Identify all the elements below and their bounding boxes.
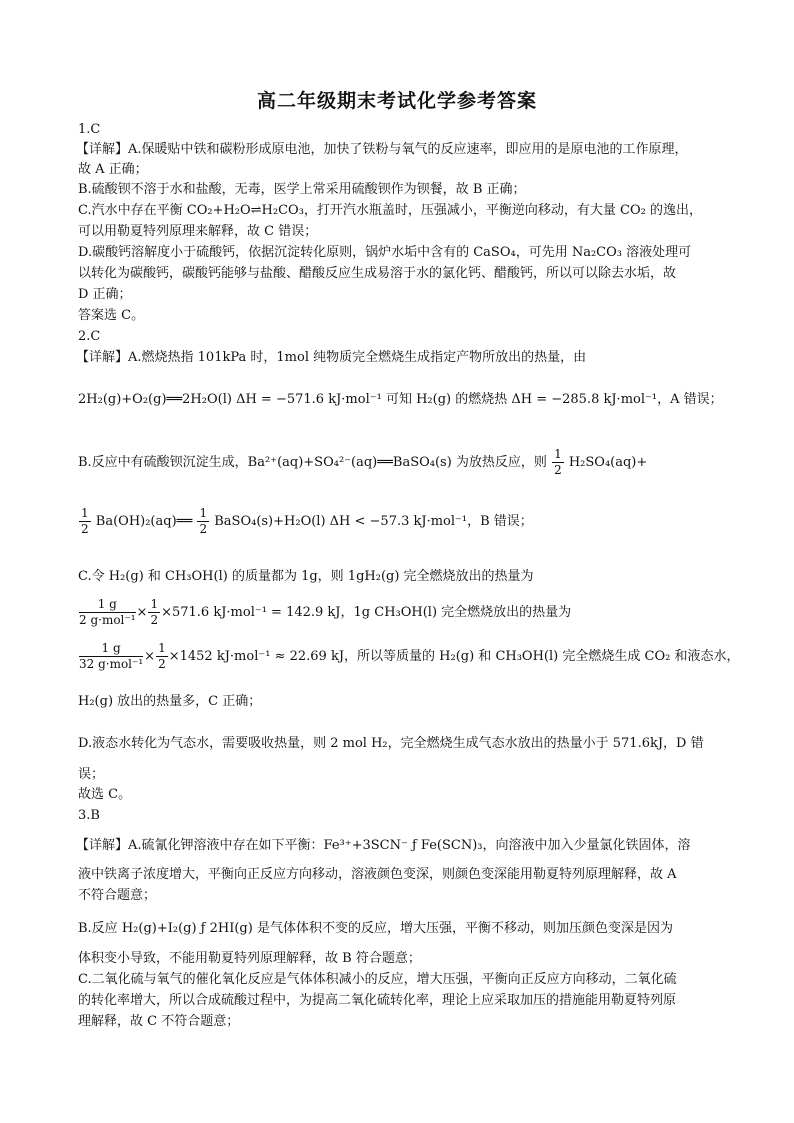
q2-c-text: ×571.6 kJ·mol⁻¹ = 142.9 kJ，1g CH₃OH(l) 完全燃烧放出的热量为 — [161, 605, 572, 620]
denominator: 2 — [81, 522, 89, 536]
half-fraction — [79, 506, 91, 537]
q2-number: 2.C — [78, 329, 101, 344]
q2-d-line2: 误； — [78, 767, 105, 782]
q2-b-tail: H₂SO₄(aq)+ — [568, 455, 648, 470]
q2-c-line2: $\frac{1 g}{\text{2 g·mol⁻¹}}$ × $\frac{1}{2}$ ×571.6 kJ·mol⁻¹ = 142.9 kJ，1g CH₃OH(l) 完全燃烧放出的热量为 — [79, 597, 572, 627]
q3-b-line1: B.反应 H₂(g)+I₂(g) ƒ 2HI(g) 是气体体积不变的反应，增大压强，平衡不移动，则加压颜色变深是因为 — [78, 921, 673, 936]
q2-line: 【详解】A.燃烧热指 101kPa 时，1mol 纯物质完全燃烧生成指定产物所放出的热量，由 — [76, 350, 587, 365]
q1-line: D.碳酸钙溶解度小于硫酸钙，依据沉淀转化原则，锅炉水垢中含有的 CaSO₄，可先用 Na₂CO₃ 溶液处理可 — [78, 245, 692, 260]
numerator: 1 — [150, 597, 159, 611]
q1-line: 以转化为碳酸钙，碳酸钙能够与盐酸、醋酸反应生成易溶于水的氯化钙、醋酸钙，所以可以除去水垢，故 — [78, 266, 677, 281]
q2-b-line2 — [78, 506, 533, 537]
denominator: 2 — [158, 657, 166, 671]
q2-b-text: BaSO₄(s)+H₂O(l) ΔH < −57.3 kJ·mol⁻¹，B 错误； — [214, 514, 533, 529]
q3-b-line2: 体积变小导致，不能用勒夏特列原理解释，故 B 符合题意； — [78, 951, 421, 966]
q2-c-text: ×1452 kJ·mol⁻¹ ≈ 22.69 kJ，所以等质量的 H₂(g) 和 CH₃OH(l) 完全燃烧生成 CO₂ 和液态水， — [168, 649, 740, 664]
mass-fraction — [79, 641, 143, 672]
q3-a-line2: 液中铁离子浓度增大，平衡向正反应方向移动，溶液颜色变深，则颜色变深能用勒夏特列原理解释，故 A — [78, 867, 677, 882]
q3-a-line3: 不符合题意； — [78, 888, 157, 903]
q2-b-line1 — [78, 447, 647, 478]
mass-fraction — [79, 597, 136, 628]
q1-line: B.硫酸钡不溶于水和盐酸，无毒，医学上常采用硫酸钡作为钡餐，故 B 正确； — [78, 182, 526, 197]
q3-c-line2: 的转化率增大，所以合成硫酸过程中，为提高二氧化硫转化率，理论上应采取加压的措施能用勒夏特列原 — [78, 993, 677, 1008]
q2-d-line1: D.液态水转化为气态水，需要吸收热量，则 2 mol H₂，完全燃烧生成气态水放出的热量小于 571.6kJ，D 错 — [78, 736, 704, 751]
denominator: 2 — [150, 613, 159, 627]
half-fraction — [156, 641, 168, 672]
q3-number: 3.B — [78, 808, 100, 823]
q2-equation-a: 2H₂(g)+O₂(g)══2H₂O(l) ΔH = −571.6 kJ·mol⁻¹ 可知 H₂(g) 的燃烧热 ΔH = −285.8 kJ·mol⁻¹，A 错误； — [78, 392, 723, 407]
q2-c-line4: H₂(g) 放出的热量多，C 正确； — [78, 694, 262, 709]
q2-b-text: Ba(OH)₂(aq)══ — [95, 514, 193, 529]
q1-number: 1.C — [78, 122, 101, 137]
q1-answer: 答案选 C。 — [78, 308, 145, 323]
denominator: 32 g·mol⁻¹ — [79, 657, 144, 671]
half-fraction — [552, 447, 564, 478]
denominator: 2 g·mol⁻¹ — [79, 613, 136, 627]
q1-line: C.汽水中存在平衡 CO₂+H₂O⇌H₂CO₃，打开汽水瓶盖时，压强减小，平衡逆向移动，有大量 CO₂ 的逸出， — [78, 203, 703, 218]
q1-line: 可以用勒夏特列原理来解释，故 C 错误； — [78, 224, 318, 239]
q1-line: D 正确； — [78, 287, 132, 302]
numerator: 1 — [199, 506, 208, 520]
numerator: 1 g — [79, 597, 136, 613]
q3-c-line1: C.二氧化硫与氧气的催化氧化反应是气体体积减小的反应，增大压强，平衡向正反应方向移动，二氧化硫 — [78, 972, 677, 987]
q2-c-line1: C.令 H₂(g) 和 CH₃OH(l) 的质量都为 1g，则 1gH₂(g) 完全燃烧放出的热量为 — [78, 569, 534, 584]
q1-line: 【详解】A.保暖贴中铁和碳粉形成原电池，加快了铁粉与氧气的反应速率，即应用的是原电池的工作原理， — [76, 142, 688, 157]
numerator: 1 — [554, 447, 562, 461]
page-title: 高二年级期末考试化学参考答案 — [256, 90, 537, 112]
q2-b-text: B.反应中有硫酸钡沉淀生成，Ba²⁺(aq)+SO₄²⁻(aq)══BaSO₄(s) 为放热反应，则 — [78, 455, 547, 470]
half-fraction — [148, 597, 160, 628]
q1-line: 故 A 正确； — [78, 162, 148, 177]
q3-a-line1: 【详解】A.硫氰化钾溶液中存在如下平衡：Fe³⁺+3SCN⁻ ƒ Fe(SCN)₃，向溶液中加入少量氯化铁固体，溶 — [76, 838, 691, 853]
numerator: 1 — [158, 641, 166, 655]
q3-c-line3: 理解释，故 C 不符合题意； — [78, 1014, 240, 1029]
numerator: 1 — [81, 506, 89, 520]
denominator: 2 — [199, 522, 208, 536]
q2-c-line3: $\frac{1 g}{\text{32 g·mol⁻¹}}$ × $\frac{1}{2}$ ×1452 kJ·mol⁻¹ ≈ 22.69 kJ，所以等质量的 H₂(g) 和 CH₃OH(l) 完全燃烧生成 CO₂ 和液态水， — [79, 641, 740, 671]
numerator: 1 g — [79, 641, 143, 657]
half-fraction — [197, 506, 209, 537]
denominator: 2 — [554, 463, 562, 477]
q2-answer: 故选 C。 — [78, 787, 132, 802]
